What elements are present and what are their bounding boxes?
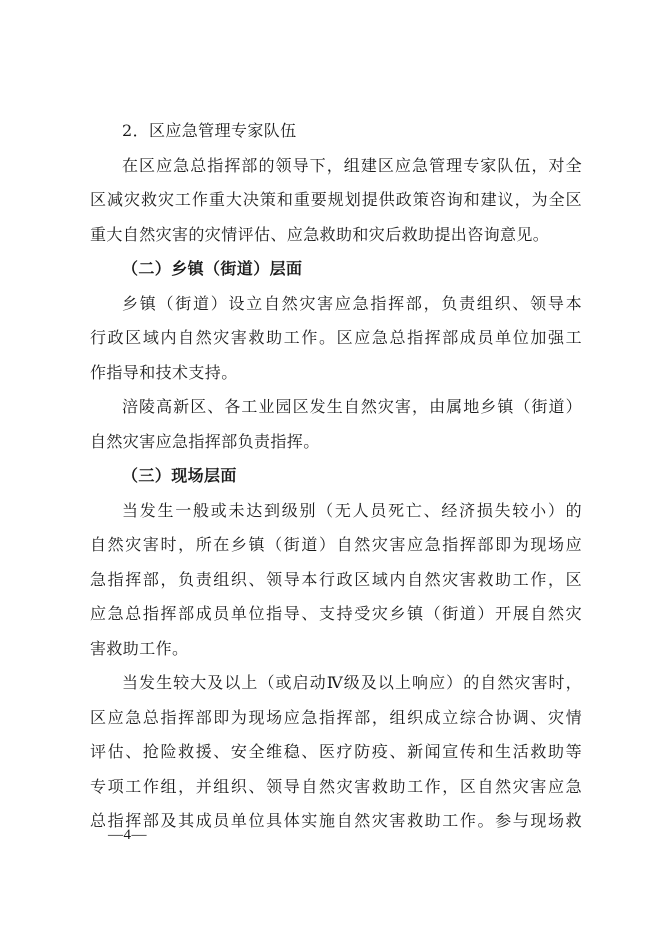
page-number: —4— [108, 827, 147, 843]
text-line: 2．区应急管理专家队伍 [122, 121, 297, 140]
text-line: 总指挥部及其成员单位具体实施自然灾害救助工作。参与现场救 [90, 811, 582, 830]
text-line: 涪陵高新区、各工业园区发生自然灾害，由属地乡镇（街道） [122, 397, 582, 416]
text-line: 自然灾害时，所在乡镇（街道）自然灾害应急指挥部即为现场应 [90, 535, 582, 554]
text-line: 作指导和技术支持。 [90, 362, 238, 382]
text-line: 重大自然灾害的灾情评估、应急救助和灾后救助提出咨询意见。 [90, 224, 550, 244]
text-line: 行政区域内自然灾害救助工作。区应急总指挥部成员单位加强工 [90, 328, 582, 347]
text-line: 专项工作组，并组织、领导自然灾害救助工作，区自然灾害应急 [90, 776, 582, 796]
text-line: 自然灾害应急指挥部负责指挥。 [90, 431, 320, 451]
text-line: 害救助工作。 [90, 638, 189, 658]
text-line: 应急总指挥部成员单位指导、支持受灾乡镇（街道）开展自然灾 [90, 604, 582, 623]
text-line: 在区应急总指挥部的领导下，组建区应急管理专家队伍，对全 [122, 155, 582, 175]
section-heading: （三）现场层面 [122, 466, 237, 485]
text-line: 当发生较大及以上（或启动Ⅳ级及以上响应）的自然灾害时， [122, 673, 582, 692]
text-line: 乡镇（街道）设立自然灾害应急指挥部，负责组织、领导本 [122, 293, 582, 313]
text-line: 评估、抢险救援、安全维稳、医疗防疫、新闻宣传和生活救助等 [90, 742, 582, 761]
document-body [90, 114, 582, 839]
section-heading: （二）乡镇（街道）层面 [122, 259, 303, 278]
text-line: 当发生一般或未达到级别（无人员死亡、经济损失较小）的 [122, 500, 582, 520]
text-line: 区减灾救灾工作重大决策和重要规划提供政策咨询和建议，为全区 [90, 190, 582, 209]
text-line: 急指挥部，负责组织、领导本行政区域内自然灾害救助工作，区 [90, 569, 582, 589]
text-line: 区应急总指挥部即为现场应急指挥部，组织成立综合协调、灾情 [90, 707, 582, 727]
